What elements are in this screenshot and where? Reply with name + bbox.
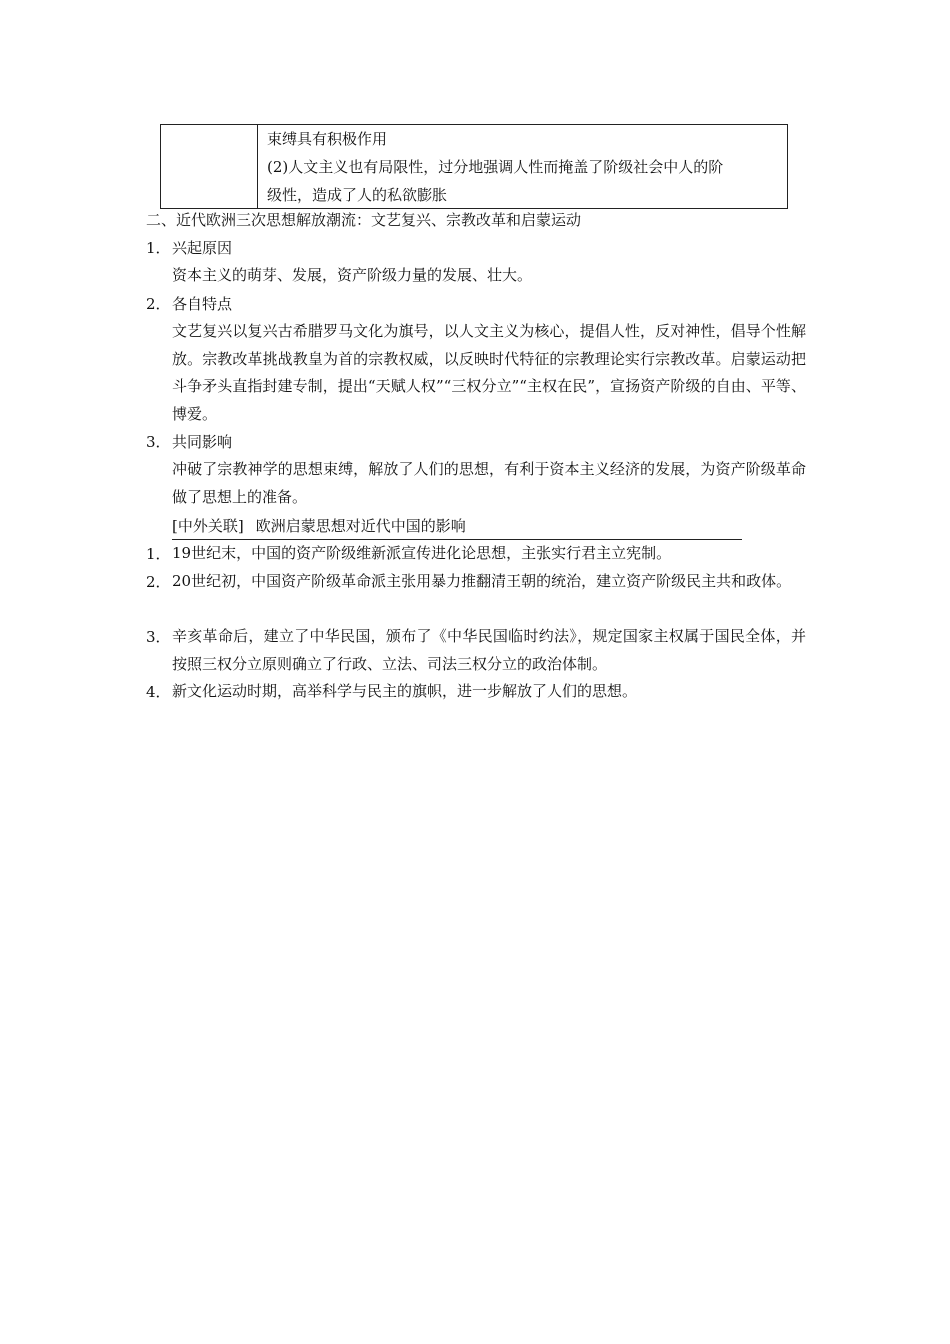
relation-title: 欧洲启蒙思想对近代中国的影响 xyxy=(255,517,466,535)
item-body: 冲破了宗教神学的思想束缚，解放了人们的思想，有利于资本主义经济的发展，为资产阶级革命做了思想上的准备。 xyxy=(172,460,806,506)
table-line: 级性，造成了人的私欲膨胀 xyxy=(267,186,448,204)
relation-item-text: 新文化运动时期，高举科学与民主的旗帜，进一步解放了人们的思想。 xyxy=(172,682,638,700)
relation-header xyxy=(172,514,742,540)
item-number: 1． xyxy=(146,239,171,257)
item-title: 各自特点 xyxy=(172,295,233,313)
relation-item-number: 4． xyxy=(146,683,171,701)
relation-item-text: 辛亥革命后，建立了中华民国，颁布了《中华民国临时约法》，规定国家主权属于国民全体，并按照三权分立原则确立了行政、立法、司法三权分立的政治体制。 xyxy=(172,627,806,673)
item-body: 文艺复兴以复兴古希腊罗马文化为旗号，以人文主义为核心，提倡人性，反对神性，倡导个性解放。宗教改革挑战教皇为首的宗教权威，以反映时代特征的宗教理论实行宗教改革。启蒙运动把斗争矛头直指封建专制，提出“天赋人权”“三权分立”“主权在民”，宣扬资产阶级的自由、平等、博爱。 xyxy=(172,322,806,423)
table-right-cell xyxy=(267,125,782,209)
item-number: 3． xyxy=(146,433,171,451)
item-title: 兴起原因 xyxy=(172,239,233,257)
relation-item-number: 2． xyxy=(146,573,171,591)
table-left-cell xyxy=(161,125,258,208)
item-title: 共同影响 xyxy=(172,433,233,451)
relation-item-number: 1． xyxy=(146,545,171,563)
relation-item-text: 20世纪初，中国资产阶级革命派主张用暴力推翻清王朝的统治，建立资产阶级民主共和政体。 xyxy=(172,572,792,590)
relation-item-text: 19世纪末，中国的资产阶级维新派宣传进化论思想，主张实行君主立宪制。 xyxy=(172,544,672,562)
table-line: (2)人文主义也有局限性，过分地强调人性而掩盖了阶级社会中人的阶 xyxy=(267,158,724,176)
item-body: 资本主义的萌芽、发展，资产阶级力量的发展、壮大。 xyxy=(172,266,533,284)
relation-tag: [中外关联] xyxy=(172,517,244,535)
table-line: 束缚具有积极作用 xyxy=(267,130,388,148)
continued-table xyxy=(160,124,788,209)
section-heading: 二、近代欧洲三次思想解放潮流：文艺复兴、宗教改革和启蒙运动 xyxy=(146,211,582,229)
relation-item-number: 3． xyxy=(146,628,171,646)
item-number: 2． xyxy=(146,295,171,313)
